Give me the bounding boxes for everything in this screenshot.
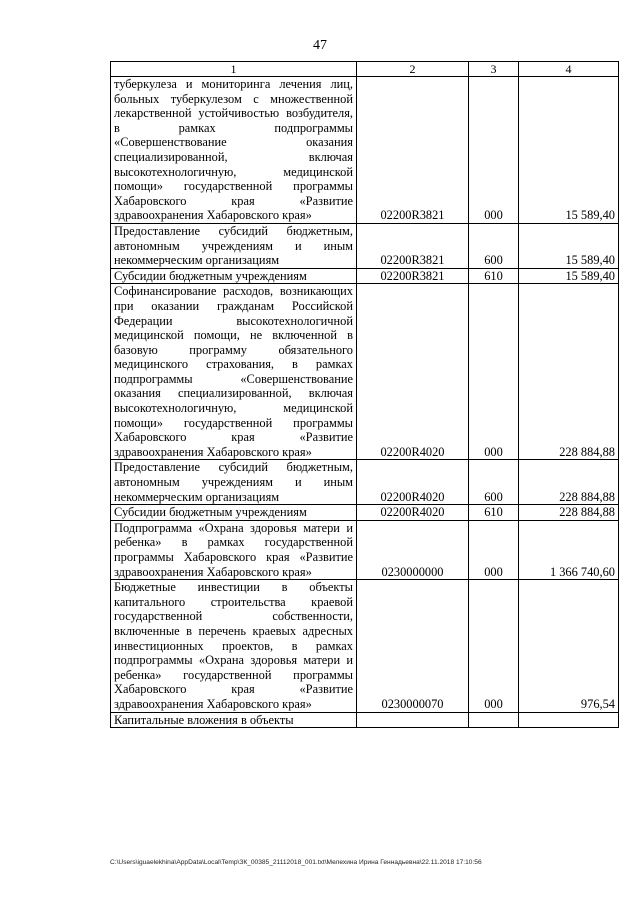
expense-type-code: 600 <box>469 223 519 268</box>
column-header: 1 <box>111 62 357 77</box>
amount: 228 884,88 <box>519 284 619 460</box>
row-description: Субсидии бюджетным учреждениям <box>111 505 357 521</box>
row-description: Предоставление субсидий бюджетным, автономным учреждениям и иным некоммерческим организациям <box>111 460 357 505</box>
amount: 976,54 <box>519 580 619 712</box>
table-row <box>111 460 619 505</box>
target-article-code: 02200R3821 <box>357 268 469 284</box>
amount: 1 366 740,60 <box>519 520 619 579</box>
table-row <box>111 520 619 579</box>
expense-type-code: 610 <box>469 268 519 284</box>
table-row <box>111 505 619 521</box>
amount: 15 589,40 <box>519 223 619 268</box>
row-description: Субсидии бюджетным учреждениям <box>111 268 357 284</box>
column-header: 3 <box>469 62 519 77</box>
expense-type-code <box>469 712 519 728</box>
target-article-code <box>357 712 469 728</box>
expense-type-code: 600 <box>469 460 519 505</box>
expense-type-code: 000 <box>469 520 519 579</box>
table-row <box>111 77 619 224</box>
budget-table <box>110 61 619 728</box>
target-article-code: 02200R3821 <box>357 77 469 224</box>
target-article-code: 02200R4020 <box>357 460 469 505</box>
table-header-row <box>111 62 619 77</box>
expense-type-code: 000 <box>469 77 519 224</box>
amount: 15 589,40 <box>519 77 619 224</box>
expense-type-code: 000 <box>469 580 519 712</box>
row-description: Софинансирование расходов, возникающих при оказании гражданам Российской Федерации высокотехнологичной медицинской помощи, не включенной в базовую программу обязательного медицинского страхования, в рамках подпрограммы «Совершенствование оказания специализированной, включая высокотехнологичную, медицинской помощи» государственной программы Хабаровского края «Развитие здравоохранения Хабаровского края» <box>111 284 357 460</box>
target-article-code: 02200R4020 <box>357 505 469 521</box>
row-description: Подпрограмма «Охрана здоровья матери и ребенка» в рамках государственной программы Хабаровского края «Развитие здравоохранения Хабаровского края» <box>111 520 357 579</box>
table-row <box>111 712 619 728</box>
row-description: Капитальные вложения в объекты <box>111 712 357 728</box>
row-description: Бюджетные инвестиции в объекты капитального строительства краевой государственной собственности, включенные в перечень краевых адресных инвестиционных проектов, в рамках подпрограммы «Охрана здоровья матери и ребенка» государственной программы Хабаровского края «Развитие здравоохранения Хабаровского края» <box>111 580 357 712</box>
column-header: 4 <box>519 62 619 77</box>
column-header: 2 <box>357 62 469 77</box>
amount: 228 884,88 <box>519 460 619 505</box>
table-row <box>111 268 619 284</box>
amount: 228 884,88 <box>519 505 619 521</box>
expense-type-code: 610 <box>469 505 519 521</box>
target-article-code: 0230000000 <box>357 520 469 579</box>
row-description: Предоставление субсидий бюджетным, автономным учреждениям и иным некоммерческим организациям <box>111 223 357 268</box>
table-row <box>111 580 619 712</box>
page-number: 47 <box>313 38 327 53</box>
target-article-code: 02200R3821 <box>357 223 469 268</box>
row-description: туберкулеза и мониторинга лечения лиц, больных туберкулезом с множественной лекарственной устойчивостью возбудителя, в рамках подпрограммы «Совершенствование оказания специализированной, включая высокотехнологичную, медицинской помощи» государственной программы Хабаровского края «Развитие здравоохранения Хабаровского края» <box>111 77 357 224</box>
expense-type-code: 000 <box>469 284 519 460</box>
target-article-code: 02200R4020 <box>357 284 469 460</box>
amount <box>519 712 619 728</box>
table-row <box>111 223 619 268</box>
target-article-code: 0230000070 <box>357 580 469 712</box>
file-path-footer: C:\Users\iguaelekhina\AppData\Local\Temp\ЗК_00385_21112018_001.txt\Мелехина Ирина Геннадьевна\22.11.2018 17:10:56 <box>110 859 482 866</box>
table-row <box>111 284 619 460</box>
amount: 15 589,40 <box>519 268 619 284</box>
